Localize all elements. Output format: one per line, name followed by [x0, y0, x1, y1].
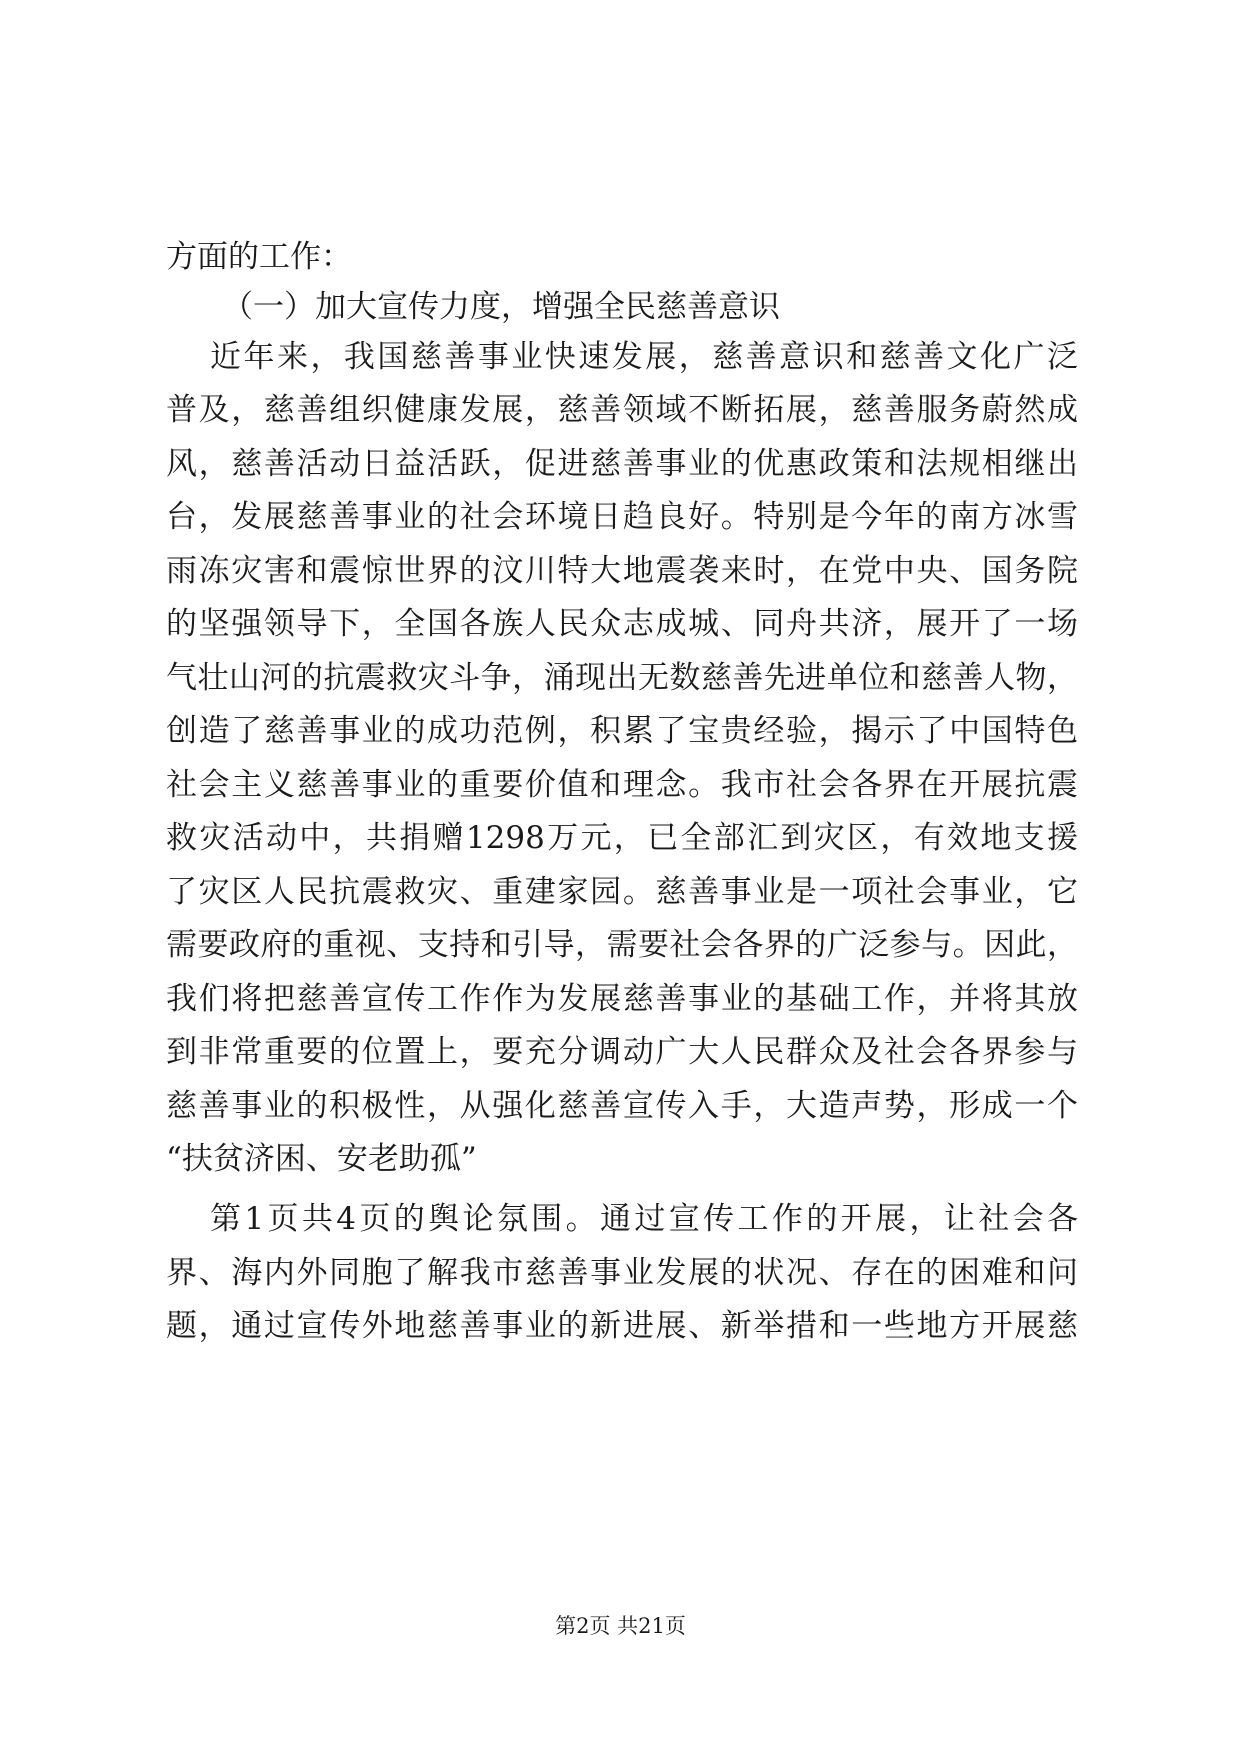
text-line: 风，慈善活动日益活跃，促进慈善事业的优惠政策和法规相继出 — [166, 446, 1078, 482]
text-line: 的坚强领导下，全国各族人民众志成城、同舟共济，展开了一场 — [166, 606, 1078, 642]
text-line: 创造了慈善事业的成功范例，积累了宝贵经验，揭示了中国特色 — [166, 713, 1078, 749]
text-line: 我们将把慈善宣传工作作为发展慈善事业的基础工作，并将其放 — [166, 981, 1078, 1017]
text-line: 雨冻灾害和震惊世界的汶川特大地震袭来时，在党中央、国务院 — [166, 553, 1078, 589]
text-line: 救灾活动中，共捐赠1298万元，已全部汇到灾区，有效地支援 — [166, 820, 1078, 856]
text-line: 普及，慈善组织健康发展，慈善领域不断拓展，慈善服务蔚然成 — [166, 392, 1078, 428]
text-line: 了灾区人民抗震救灾、重建家园。慈善事业是一项社会事业，它 — [166, 874, 1078, 910]
text-line: 第1页共4页的舆论氛围。通过宣传工作的开展，让社会各 — [210, 1201, 1078, 1237]
text-line: 到非常重要的位置上，要充分调动广大人民群众及社会各界参与 — [166, 1034, 1078, 1070]
text-line: 慈善事业的积极性，从强化慈善宣传入手，大造声势，形成一个 — [166, 1088, 1078, 1124]
text-line: 需要政府的重视、支持和引导，需要社会各界的广泛参与。因此， — [166, 927, 1078, 963]
page-footer — [0, 1610, 1241, 1640]
section-heading: （一）加大宣传力度，增强全民慈善意识 — [222, 289, 780, 325]
text-line: 界、海内外同胞了解我市慈善事业发展的状况、存在的困难和问 — [166, 1255, 1078, 1291]
text-line: “扶贫济困、安老助孤” — [166, 1141, 477, 1177]
text-line: 台，发展慈善事业的社会环境日趋良好。特别是今年的南方冰雪 — [166, 499, 1078, 535]
text-line: 近年来，我国慈善事业快速发展，慈善意识和慈善文化广泛 — [210, 339, 1078, 375]
text-line: 方面的工作： — [166, 239, 352, 275]
text-line: 题，通过宣传外地慈善事业的新进展、新举措和一些地方开展慈 — [166, 1308, 1078, 1344]
text-line: 社会主义慈善事业的重要价值和理念。我市社会各界在开展抗震 — [166, 767, 1078, 803]
text-line: 气壮山河的抗震救灾斗争，涌现出无数慈善先进单位和慈善人物， — [166, 660, 1078, 696]
page-number-label: 第2页 共21页 — [555, 1614, 686, 1638]
